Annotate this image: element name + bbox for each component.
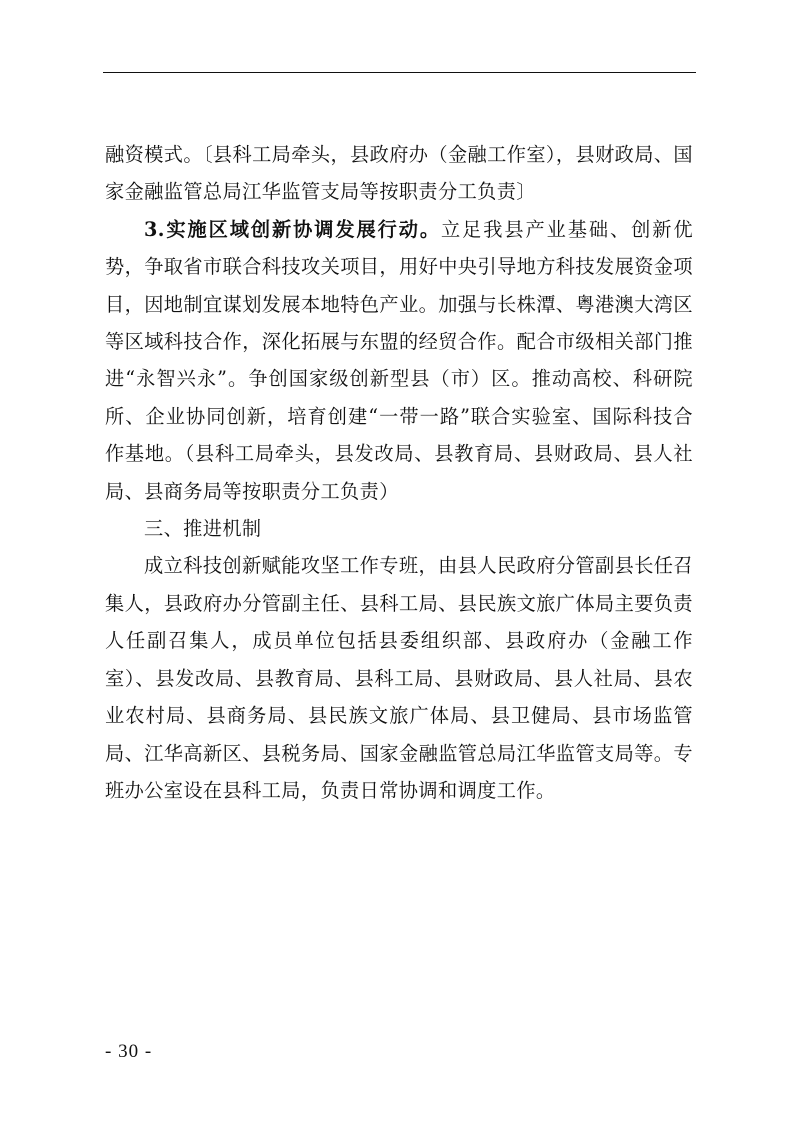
action-3-body: 立足我县产业基础、创新优势，争取省市联合科技攻关项目，用好中央引导地方科技发展资金项目，因地制宜谋划发展本地特色产业。加强与长株潭、粤港澳大湾区等区域科技合作，深化拓展与东盟的经贸合作。配合市级相关部门推进“永智兴永”。争创国家级创新型县（市）区。推动高校、科研院所、企业协同创新，培育创建“一带一路”联合实验室、国际科技合作基地。（县科工局牵头，县发改局、县教育局、县财政局、县人社局、县商务局等按职责分工负责） (105, 217, 693, 503)
paragraph-continuation: 融资模式。〔县科工局牵头，县政府办（金融工作室），县财政局、国家金融监管总局江华监管支局等按职责分工负责〕 (105, 143, 694, 204)
paragraph-mechanism: 成立科技创新赋能攻坚工作专班，由县人民政府分管副县长任召集人，县政府办分管副主任、县科工局、县民族文旅广体局主要负责人任副召集人，成员单位包括县委组织部、县政府办（金融工作室）、县发改局、县教育局、县科工局、县财政局、县人社局、县农业农村局、县商务局、县民族文旅广体局、县卫健局、县市场监管局、江华高新区、县税务局、国家金融监管总局江华监管支局等。专班办公室设在县科工局，负责日常协调和调度工作。 (105, 554, 693, 802)
document-body (105, 136, 693, 809)
page-number: - 30 - (105, 1041, 153, 1062)
section-heading: 三、推进机制 (144, 517, 262, 541)
paragraph-action-3 (105, 211, 693, 510)
action-3-title: 3.实施区域创新协调发展行动。 (144, 217, 442, 241)
header-rule (103, 72, 696, 73)
